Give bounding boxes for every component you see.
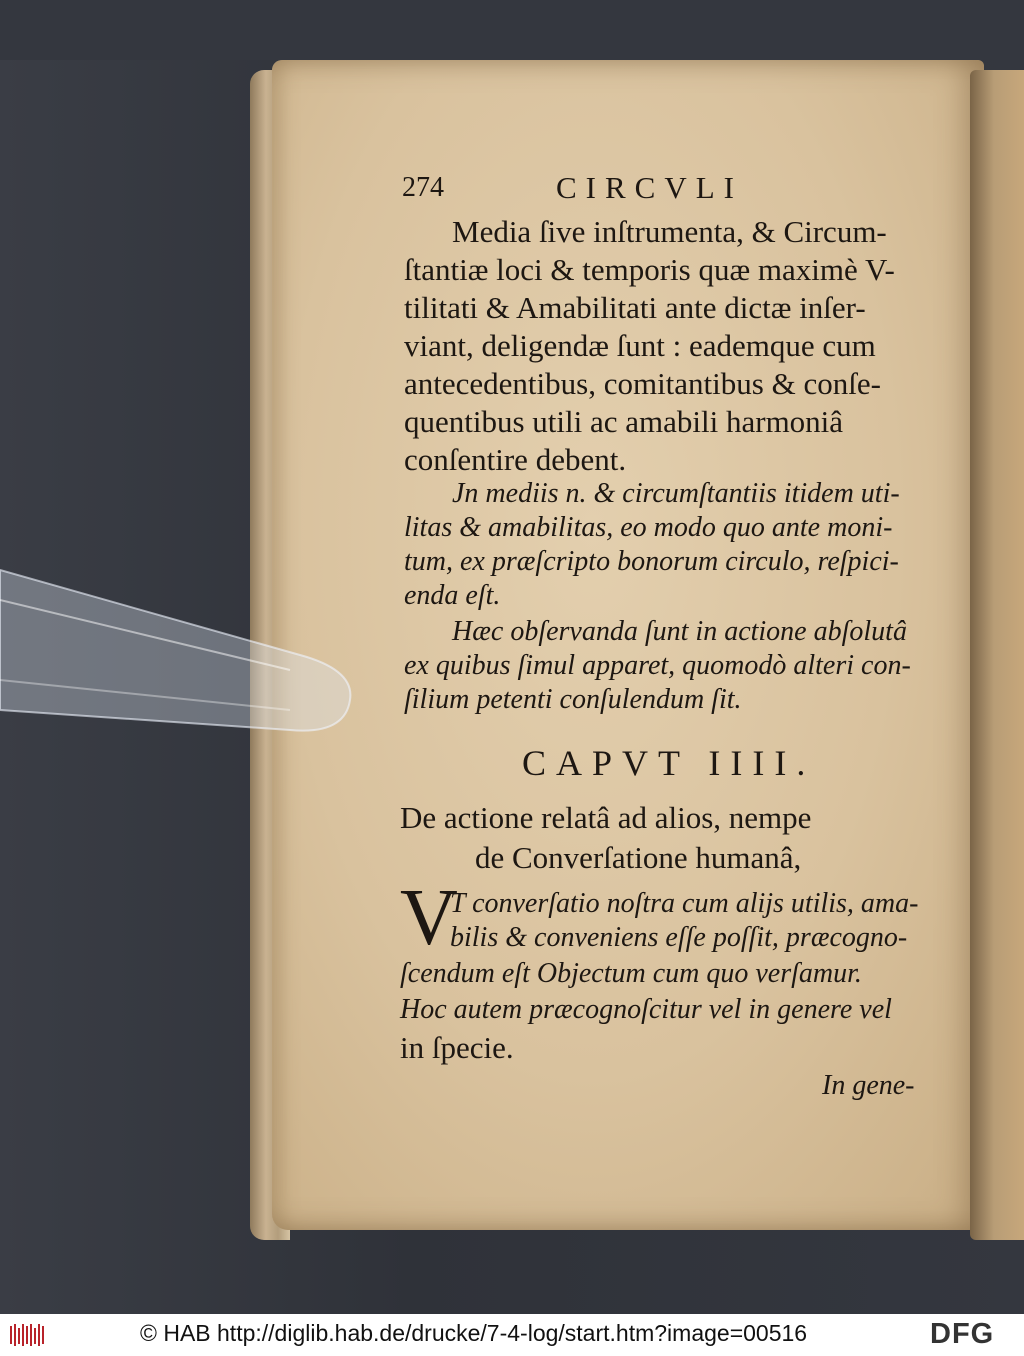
body-line: conſentire debent. <box>404 442 627 477</box>
copyright-url[interactable]: © HAB http://diglib.hab.de/drucke/7-4-log/start.htm?image=00516 <box>140 1320 808 1346</box>
body-line: antecedentibus, comitantibus & conſe- <box>404 366 881 401</box>
body-line: viant, deligendæ ſunt : eademque cum <box>404 328 876 363</box>
italic-line: Jn mediis n. & circumſtantiis itidem uti- <box>452 478 900 509</box>
italic-line: enda eſt. <box>404 580 501 611</box>
chapter-title: CAPVT IIII. <box>522 743 816 783</box>
dfg-logo: DFG <box>930 1318 995 1350</box>
hab-logo-icon <box>8 1322 48 1348</box>
body-line: tilitati & Amabilitati ante dictæ inſer- <box>404 290 866 325</box>
catchword: In gene- <box>822 1070 915 1101</box>
footer-bar <box>0 1314 1024 1356</box>
glass-clip <box>0 560 360 750</box>
italic-line: litas & amabilitas, eo modo quo ante moni- <box>404 512 893 543</box>
facing-page-edge <box>970 70 1024 1240</box>
cloth-background <box>0 0 1024 60</box>
closing-line: bilis & conveniens eſſe poſſit, præcogno- <box>450 922 908 953</box>
body-line: Media ſive inſtrumenta, & Circum- <box>452 214 887 249</box>
italic-line: ex quibus ſimul apparet, quomodò alteri con- <box>404 650 911 681</box>
closing-line: Hoc autem præcognoſcitur vel in genere vel <box>400 994 892 1025</box>
closing-line: T converſatio noſtra cum aliјs utilis, ama- <box>450 888 919 919</box>
running-head: CIRCVLI <box>556 170 743 205</box>
body-line: ſtantiæ loci & temporis quæ maximè V- <box>404 252 895 287</box>
closing-line: in ſpecie. <box>400 1030 514 1065</box>
chapter-subtitle: De actione relatâ ad alios, nempe <box>400 800 812 835</box>
body-line: quentibus utili ac amabili harmoniâ <box>404 404 844 439</box>
italic-line: tum, ex præſcripto bonorum circulo, reſpici- <box>404 546 899 577</box>
italic-line: ſilium petenti conſulendum ſit. <box>404 684 742 715</box>
chapter-subtitle: de Converſatione humanâ, <box>475 840 802 875</box>
closing-line: ſcendum eſt Objectum cum quo verſamur. <box>400 958 862 989</box>
drop-cap: V <box>400 874 458 962</box>
page-number: 274 <box>402 172 444 203</box>
italic-line: Hæc obſervanda ſunt in actione abſolutâ <box>452 616 907 647</box>
